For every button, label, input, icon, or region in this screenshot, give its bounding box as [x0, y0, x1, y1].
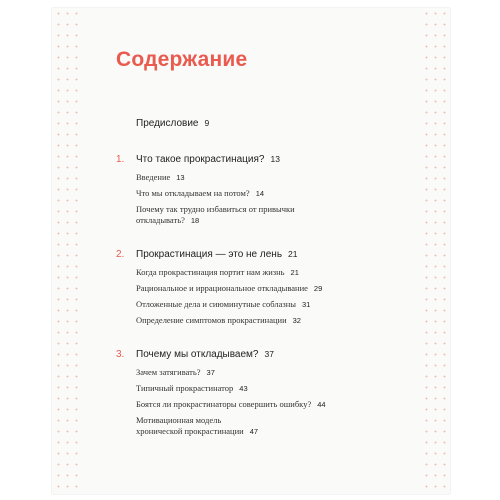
chapter-title-text: Прокрастинация — это не лень: [136, 249, 283, 260]
section-entry: [136, 415, 446, 437]
section-title: Рациональное и иррациональное откладывание: [136, 283, 308, 293]
toc-preface-entry: [136, 118, 209, 129]
section-title: Когда прокрастинация портит нам жизнь: [136, 267, 285, 277]
section-entry: [136, 204, 446, 226]
section-entry: [136, 367, 446, 378]
chapter-title: [136, 154, 280, 165]
chapter-title: [136, 349, 274, 360]
chapter-title: [136, 249, 298, 260]
section-page-number: 44: [317, 400, 326, 409]
section-entry: [136, 315, 446, 326]
section-list: [116, 267, 446, 326]
section-title: Определение симптомов прокрастинации: [136, 315, 287, 325]
section-page-number: 21: [290, 268, 299, 277]
section-entry: [136, 283, 446, 294]
chapter-heading-row: [116, 154, 446, 168]
section-entry: [136, 299, 446, 310]
chapter-page-number: 37: [264, 349, 274, 359]
decorative-dot-pattern-left: [54, 8, 80, 494]
section-title: Почему так трудно избавиться от привычки: [136, 204, 295, 214]
chapter-page-number: 21: [288, 249, 298, 259]
section-page-number: 31: [302, 300, 311, 309]
chapter-heading-row: [116, 349, 446, 363]
section-page-number: 29: [313, 284, 323, 293]
chapter-number: 1.: [116, 154, 125, 165]
book-page: [52, 8, 450, 494]
toc-chapter-3: [116, 349, 446, 442]
chapter-page-number: 13: [270, 154, 280, 164]
section-title-continued: хронической прокрастинации: [136, 426, 244, 436]
section-title: Типичный прокрастинатор: [136, 383, 234, 393]
chapter-number: 2.: [116, 249, 125, 260]
section-title: Мотивационная модель: [136, 415, 222, 425]
section-page-number: 18: [190, 216, 200, 225]
preface-page-number: 9: [204, 118, 210, 128]
section-title: Что мы откладываем на потом?: [136, 188, 250, 198]
section-title: Боятся ли прокрастинаторы совершить ошибку?: [136, 399, 312, 409]
section-entry: [136, 172, 446, 183]
section-entry: [136, 399, 446, 410]
chapter-title-text: Что такое прокрастинация?: [136, 154, 265, 165]
preface-title: Предисловие: [136, 118, 199, 129]
chapter-number: 3.: [116, 349, 125, 360]
toc-chapter-2: [116, 249, 446, 331]
section-page-number: 43: [239, 384, 248, 393]
section-page-number: 13: [176, 173, 185, 182]
section-list: [116, 367, 446, 437]
section-page-number: 37: [206, 368, 215, 377]
toc-chapter-1: [116, 154, 446, 231]
section-title: Зачем затягивать?: [136, 367, 201, 377]
section-entry: [136, 383, 446, 394]
section-list: [116, 172, 446, 226]
section-title: Отложенные дела и сиюминутные соблазны: [136, 299, 296, 309]
section-entry: [136, 188, 446, 199]
section-title: Введение: [136, 172, 171, 182]
chapter-heading-row: [116, 249, 446, 263]
section-entry: [136, 267, 446, 278]
section-page-number: 32: [292, 316, 301, 325]
section-page-number: 47: [249, 427, 259, 436]
section-page-number: 14: [255, 189, 265, 198]
section-title-continued: откладывать?: [136, 215, 185, 225]
toc-heading: Содержание: [116, 48, 248, 71]
chapter-title-text: Почему мы откладываем?: [136, 349, 259, 360]
